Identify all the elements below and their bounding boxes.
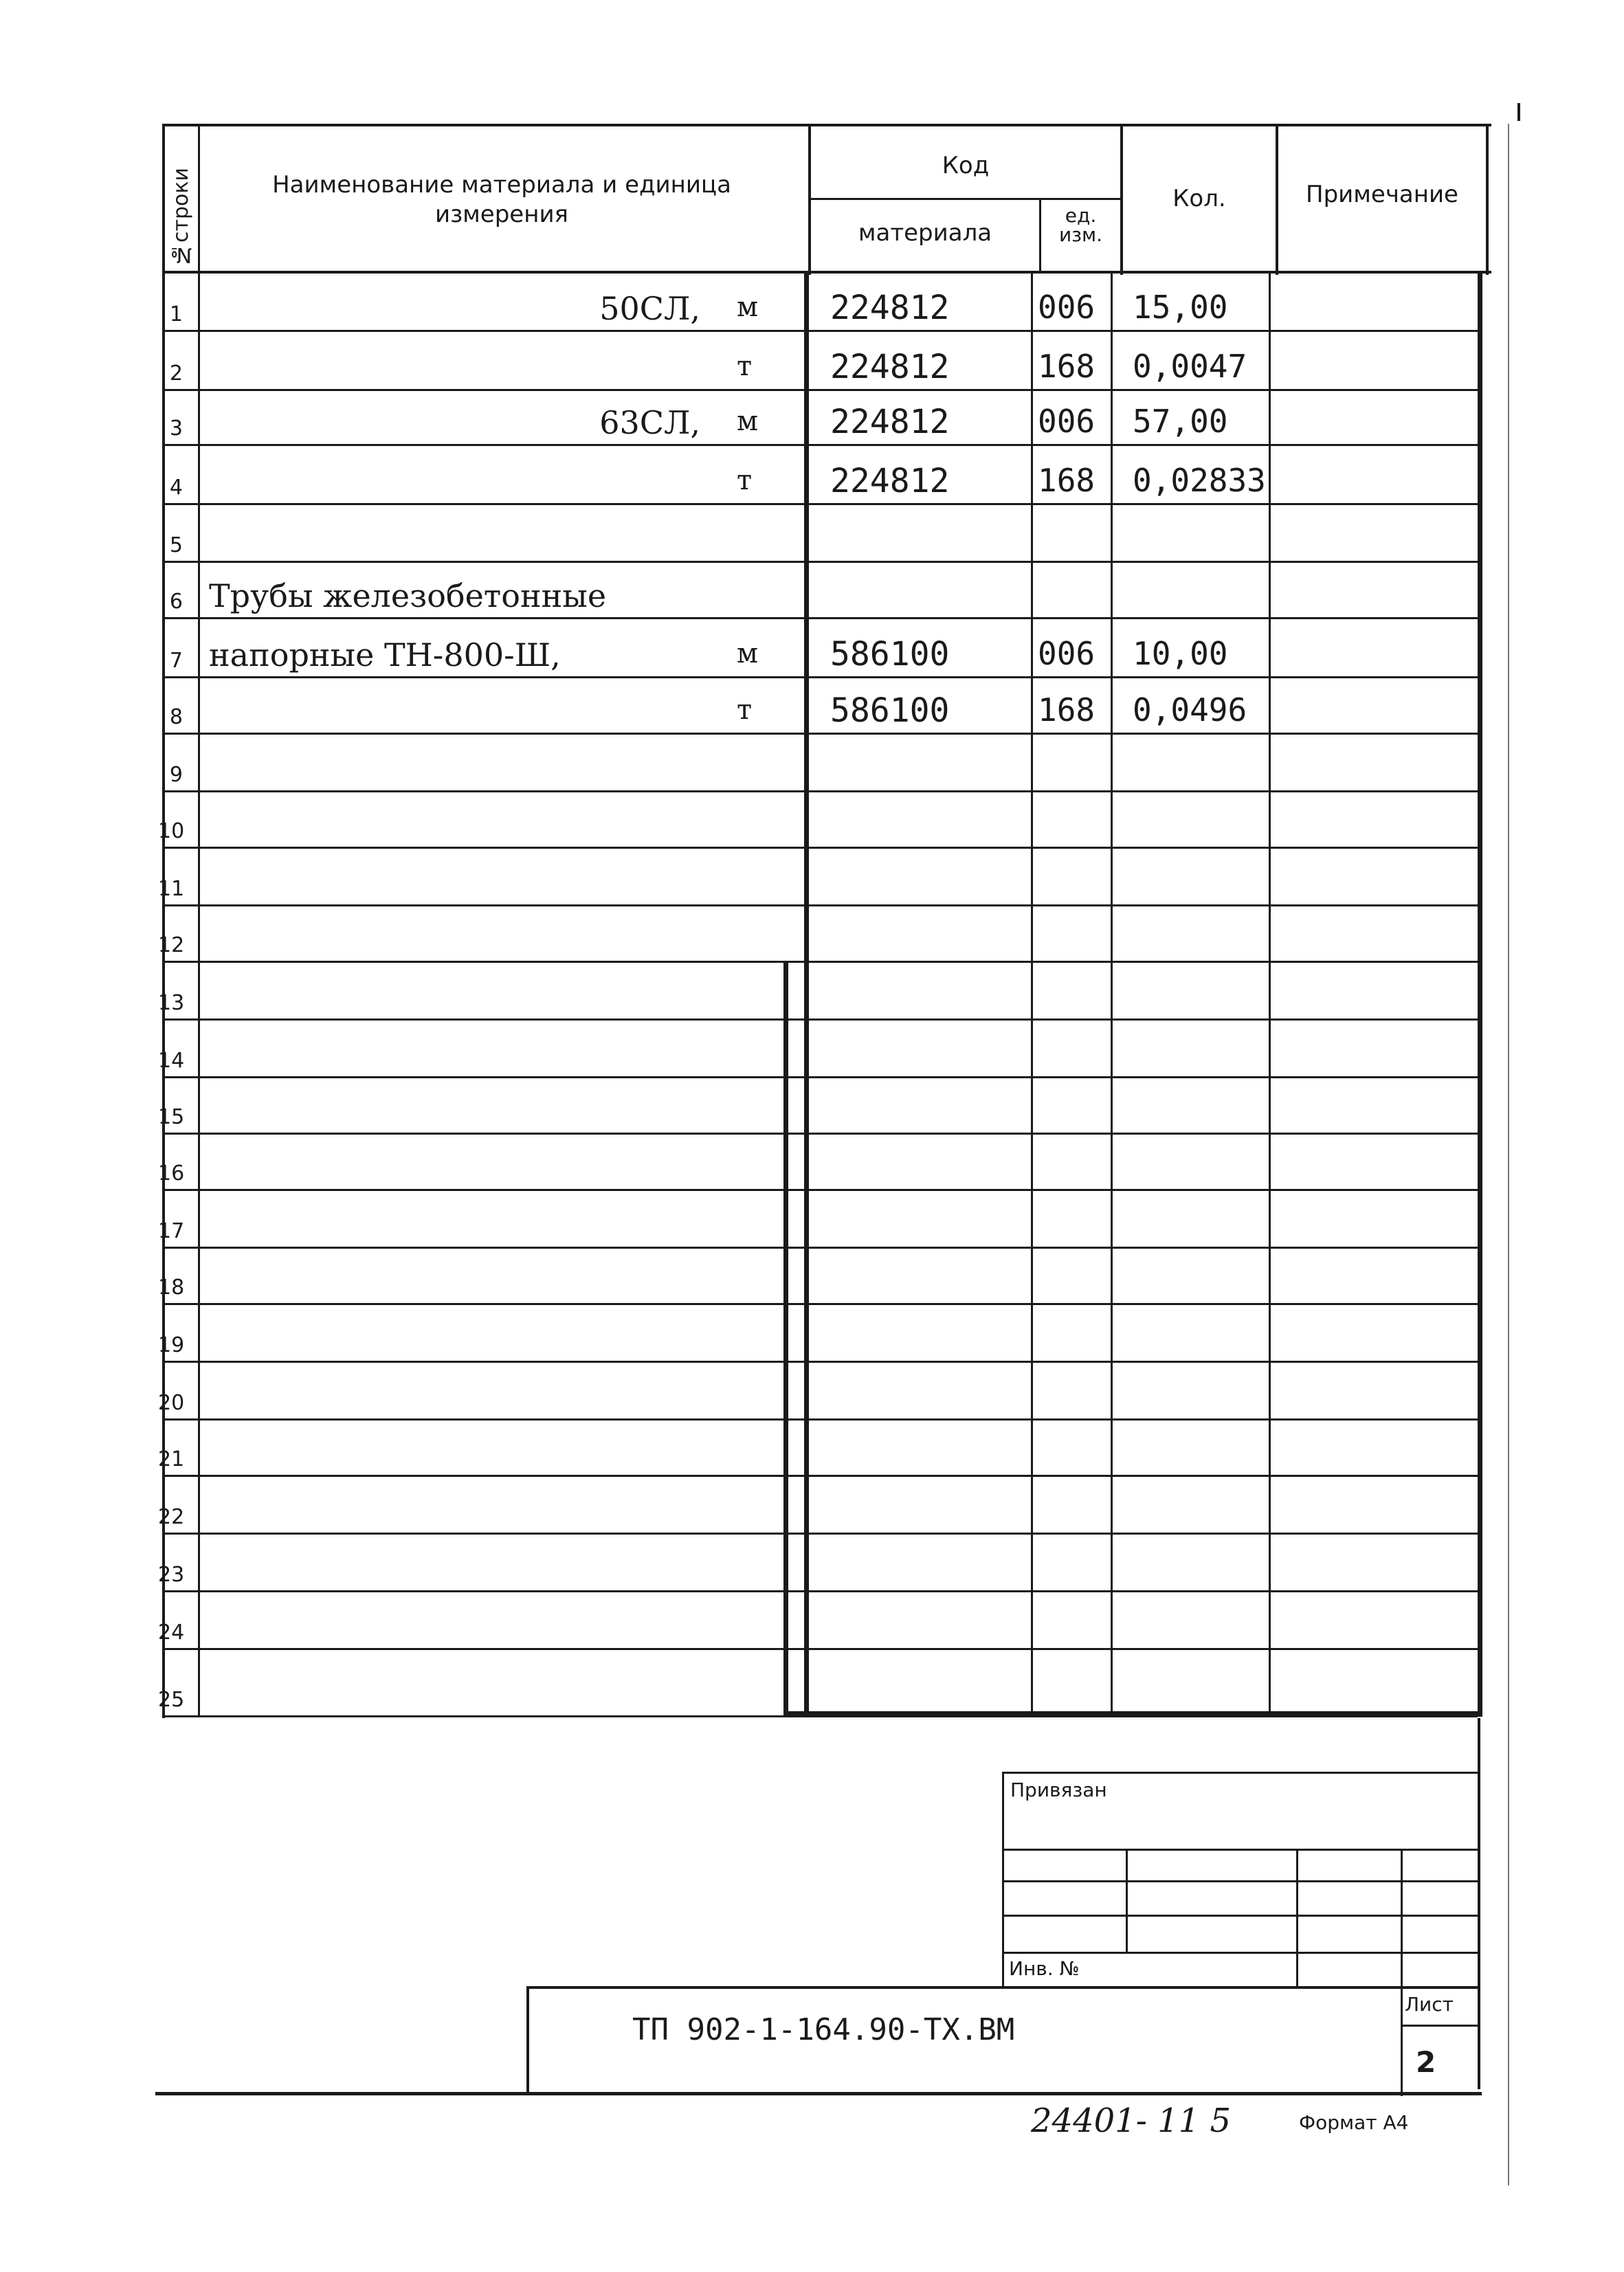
material-code: 586100: [830, 635, 950, 673]
row-number: 10: [158, 819, 185, 843]
row-number: 11: [158, 877, 185, 901]
row-divider: [162, 1247, 1478, 1249]
material-header: материала: [858, 219, 992, 247]
unit-code: 168: [1038, 348, 1095, 385]
row-divider: [162, 1189, 1478, 1191]
row-number: 23: [158, 1563, 185, 1587]
row-divider: [162, 330, 1478, 332]
row-divider: [162, 617, 1478, 619]
table-bottom-border: [783, 1711, 1478, 1717]
material-name: Трубы железобетонные: [209, 577, 607, 614]
quantity: 0,02833: [1133, 462, 1266, 499]
unit-code: 006: [1038, 635, 1095, 672]
row-divider: [162, 676, 1478, 678]
row-number: 17: [158, 1219, 185, 1243]
unit-code: 168: [1038, 462, 1095, 499]
row-number: 20: [158, 1391, 185, 1415]
row-divider: [162, 389, 1478, 391]
note-column-divider: [1269, 274, 1271, 1717]
row-divider: [162, 1418, 1478, 1421]
unit-code: 006: [1038, 289, 1095, 326]
material-name: 63СЛ,: [599, 404, 700, 441]
row-number: 2: [169, 361, 183, 386]
sheet-label: Лист: [1405, 1993, 1454, 2016]
material-name: напорные ТН-800-Ш,: [209, 636, 561, 673]
row-divider: [162, 904, 1478, 906]
quantity: 57,00: [1133, 403, 1228, 440]
quantity: 0,0047: [1133, 348, 1247, 385]
row-number: 3: [169, 416, 183, 441]
material-code-left-border-lower: [783, 962, 788, 1717]
row-number: 25: [158, 1688, 185, 1712]
row-number: 5: [169, 533, 183, 557]
document-code: ТП 902-1-164.90-ТХ.ВМ: [632, 2012, 1015, 2047]
unit-code: 168: [1038, 691, 1095, 728]
row-divider: [162, 961, 1478, 963]
material-code: 224812: [830, 348, 950, 386]
material-code: 224812: [830, 462, 950, 500]
row-divider: [162, 847, 1478, 849]
material-code: 224812: [830, 403, 950, 441]
quantity: 0,0496: [1133, 691, 1247, 728]
row-number: 13: [158, 991, 185, 1015]
row-number: 12: [158, 933, 185, 957]
unit-of-measure: м: [737, 405, 759, 437]
quantity: 15,00: [1133, 289, 1228, 326]
unit-of-measure: т: [737, 350, 753, 382]
unit-of-measure: м: [737, 291, 759, 323]
row-number: 7: [169, 649, 183, 673]
row-divider: [162, 1076, 1478, 1078]
row-number: 4: [169, 476, 183, 500]
material-code-left-border: [804, 274, 809, 1717]
name-header: Наименование материала и единица измерения: [272, 171, 731, 228]
row-number: 1: [169, 302, 183, 326]
row-number: 18: [158, 1276, 185, 1300]
row-divider: [162, 1133, 1478, 1135]
qty-column-divider: [1111, 274, 1113, 1717]
note-header: Примечание: [1306, 181, 1458, 208]
row-divider: [162, 1361, 1478, 1363]
unit-of-measure: т: [737, 694, 753, 726]
row-number: 16: [158, 1161, 185, 1185]
unit-header: ед. изм.: [1058, 204, 1103, 246]
format-label: Формат А4: [1299, 2111, 1409, 2134]
row-divider: [162, 1018, 1478, 1021]
row-divider: [162, 1590, 1478, 1592]
row-divider: [162, 1648, 1478, 1650]
row-number: 8: [169, 705, 183, 729]
sheet-number: 2: [1416, 2045, 1436, 2079]
unit-code-column-divider: [1031, 274, 1033, 1717]
row-number-column-divider: [198, 274, 200, 1717]
row-divider: [162, 1475, 1478, 1477]
code-header: Код: [942, 152, 990, 179]
material-name: 50СЛ,: [599, 290, 700, 327]
material-code: 224812: [830, 289, 950, 327]
handwritten-inventory-number: 24401- 11 5: [1031, 2102, 1232, 2140]
row-number: 21: [158, 1447, 185, 1471]
row-divider: [162, 561, 1478, 563]
row-number: 24: [158, 1621, 185, 1645]
qty-header: Кол.: [1172, 185, 1226, 212]
row-number: 6: [169, 590, 183, 614]
unit-of-measure: м: [737, 638, 759, 669]
row-number: 22: [158, 1505, 185, 1529]
row-divider: [162, 503, 1478, 505]
inv-label: Инв. №: [1009, 1957, 1080, 1980]
quantity: 10,00: [1133, 635, 1228, 672]
row-divider: [162, 790, 1478, 792]
row-number: 14: [158, 1049, 185, 1073]
row-number-header: №строки: [169, 168, 193, 267]
row-number: 15: [158, 1105, 185, 1129]
material-code: 586100: [830, 691, 950, 730]
row-divider: [162, 1303, 1478, 1305]
row-divider: [162, 733, 1478, 735]
row-number: 9: [169, 763, 183, 787]
linked-label: Привязан: [1010, 1779, 1107, 1801]
unit-code: 006: [1038, 403, 1095, 440]
unit-of-measure: т: [737, 465, 753, 496]
row-divider: [162, 444, 1478, 446]
table-right-border: [1478, 274, 1482, 1717]
row-number: 19: [158, 1333, 185, 1357]
row-divider: [162, 1533, 1478, 1535]
